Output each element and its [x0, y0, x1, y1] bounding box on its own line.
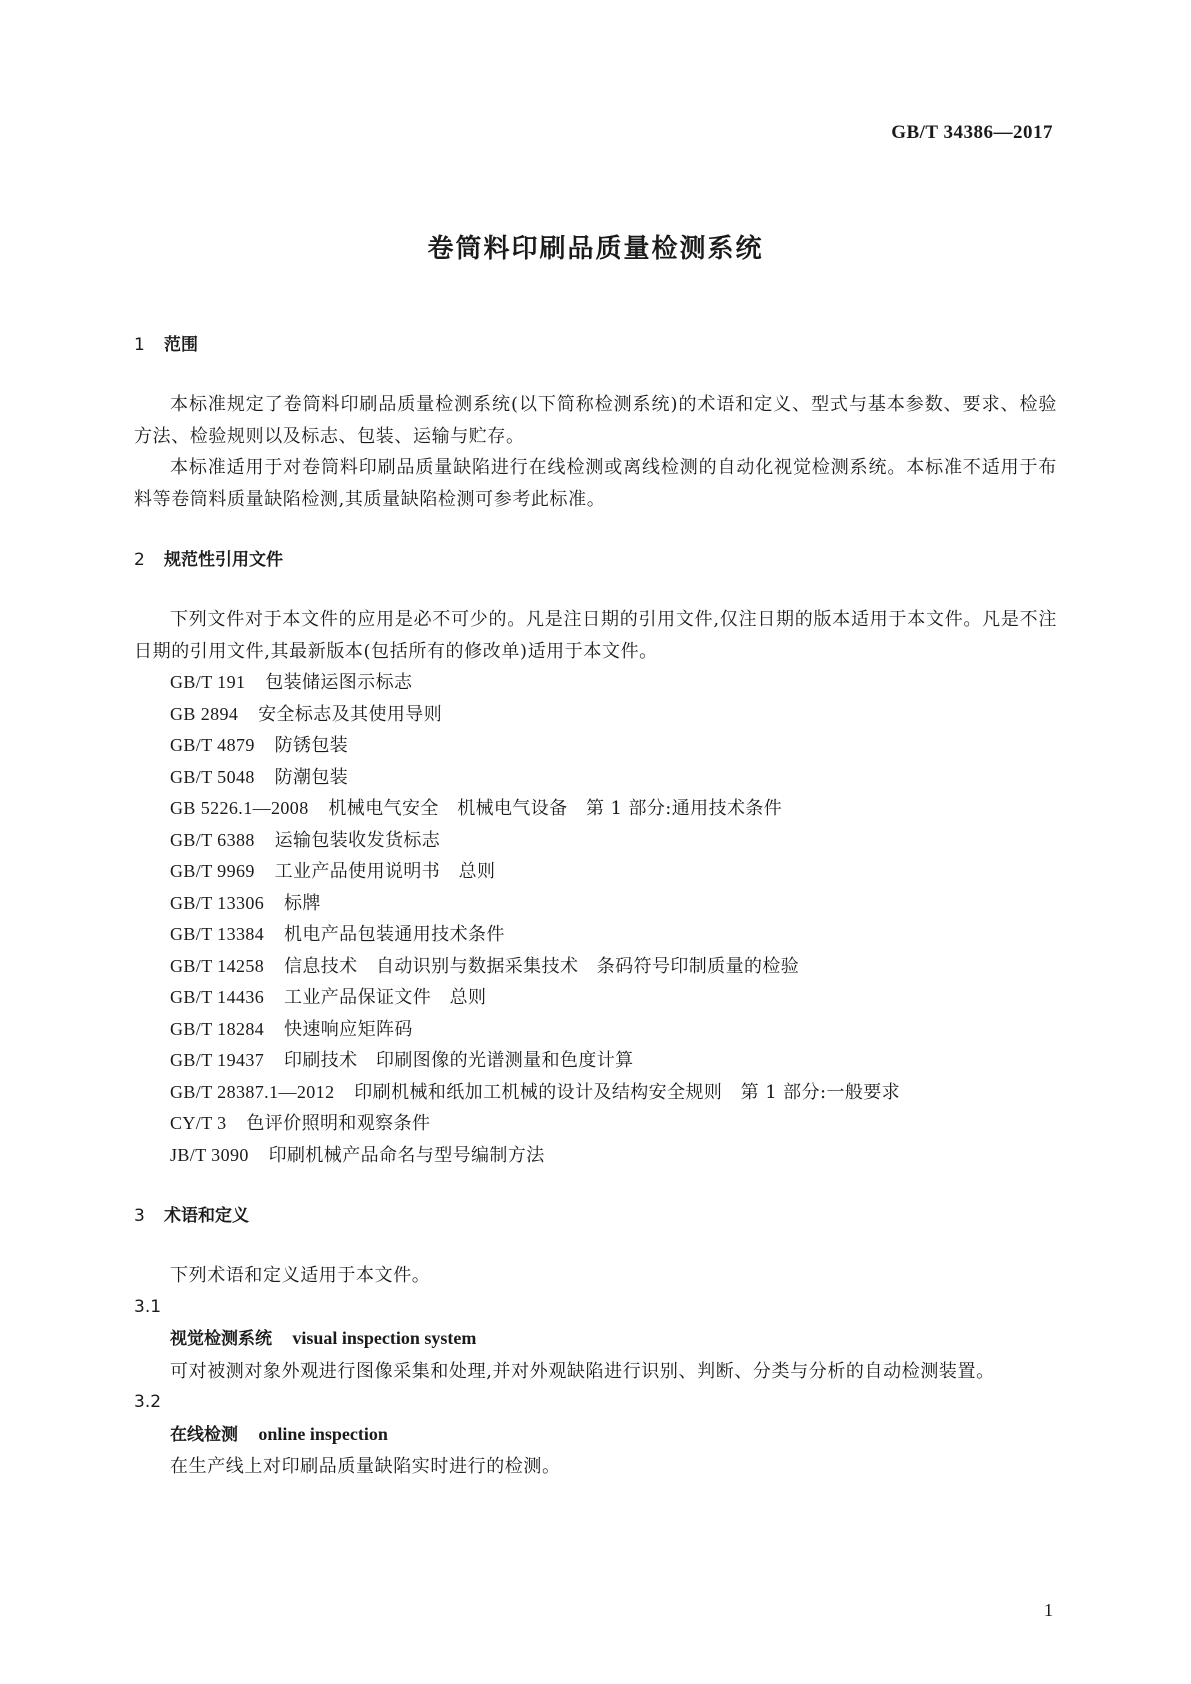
reference-title: 机电产品包装通用技术条件	[283, 924, 505, 945]
section-number: 1	[134, 335, 145, 355]
reference-item	[134, 982, 1057, 1014]
references-intro: 下列文件对于本文件的应用是必不可少的。凡是注日期的引用文件,仅注日期的版本适用于本文件。凡是不注日期的引用文件,其最新版本(包括所有的修改单)适用于本文件。	[134, 609, 1057, 662]
reference-item	[134, 793, 1057, 825]
reference-item	[134, 762, 1057, 794]
section-title: 范围	[164, 335, 198, 355]
reference-title: 信息技术 自动识别与数据采集技术 条码符号印制质量的检验	[283, 955, 800, 977]
term-definition: 在生产线上对印刷品质量缺陷实时进行的检测。	[170, 1456, 561, 1477]
section-1-heading	[134, 330, 1057, 361]
reference-item	[134, 919, 1057, 951]
reference-title: 防潮包装	[274, 766, 349, 788]
reference-item	[134, 1140, 1057, 1172]
terms-intro: 下列术语和定义适用于本文件。	[170, 1265, 431, 1286]
reference-title: 工业产品保证文件 总则	[283, 987, 487, 1008]
section-number: 3	[134, 1206, 145, 1226]
reference-title: 机械电气安全 机械电气设备 第 1 部分:通用技术条件	[328, 798, 783, 819]
scope-paragraph-1: 本标准规定了卷筒料印刷品质量检测系统(以下简称检测系统)的术语和定义、型式与基本参数、要求、检验方法、检验规则以及标志、包装、运输与贮存。	[134, 394, 1057, 447]
reference-code: GB/T 6388	[170, 829, 255, 850]
term-name	[134, 1323, 1057, 1356]
reference-item	[134, 1108, 1057, 1140]
spacer	[134, 1232, 1057, 1260]
reference-item	[134, 730, 1057, 762]
term-name-cn: 在线检测	[170, 1424, 238, 1445]
reference-code: GB/T 191	[170, 672, 246, 692]
reference-item	[134, 699, 1057, 731]
reference-item	[134, 1077, 1057, 1109]
reference-title: 包装储运图示标志	[265, 672, 413, 693]
term-name-en: online inspection	[258, 1423, 388, 1444]
reference-code: GB/T 14436	[170, 987, 265, 1007]
reference-code: GB/T 13384	[170, 924, 265, 944]
reference-code: GB/T 28387.1—2012	[170, 1081, 335, 1102]
term-name-cn: 视觉检测系统	[170, 1329, 272, 1349]
reference-title: 快速响应矩阵码	[283, 1018, 413, 1040]
reference-title: 印刷技术 印刷图像的光谱测量和色度计算	[283, 1050, 634, 1071]
reference-item	[134, 888, 1057, 920]
reference-title: 工业产品使用说明书 总则	[274, 861, 496, 882]
reference-code: GB/T 14258	[170, 955, 265, 976]
term-name	[134, 1419, 1057, 1452]
reference-title: 运输包装收发货标志	[274, 829, 441, 851]
section-number: 2	[134, 550, 145, 570]
reference-code: GB/T 9969	[170, 861, 255, 881]
spacer	[134, 361, 1057, 389]
reference-title: 标牌	[283, 892, 321, 914]
spacer	[134, 515, 1057, 545]
standard-code: GB/T 34386—2017	[891, 122, 1053, 143]
scope-paragraph-2: 本标准适用于对卷筒料印刷品质量缺陷进行在线检测或离线检测的自动化视觉检测系统。本标准不适用于布料等卷筒料质量缺陷检测,其质量缺陷检测可参考此标准。	[134, 457, 1057, 510]
section-2-heading	[134, 545, 1057, 576]
reference-code: GB/T 5048	[170, 766, 255, 787]
document-body	[134, 330, 1057, 1483]
section-title: 规范性引用文件	[164, 550, 283, 570]
reference-code: GB/T 19437	[170, 1050, 265, 1070]
term-definition: 可对被测对象外观进行图像采集和处理,并对外观缺陷进行识别、判断、分类与分析的自动检测装置。	[170, 1360, 995, 1382]
spacer	[134, 1171, 1057, 1201]
reference-code: CY/T 3	[170, 1113, 227, 1133]
document-title: 卷筒料印刷品质量检测系统	[427, 234, 764, 264]
reference-title: 安全标志及其使用导则	[258, 703, 443, 725]
reference-code: GB/T 18284	[170, 1018, 265, 1039]
reference-list	[134, 667, 1057, 1171]
reference-item	[134, 1014, 1057, 1046]
term-number: 3.1	[134, 1296, 162, 1317]
reference-code: GB 5226.1—2008	[170, 798, 309, 818]
spacer	[134, 576, 1057, 604]
reference-item	[134, 825, 1057, 857]
term-number: 3.2	[134, 1392, 162, 1412]
reference-code: GB/T 4879	[170, 735, 255, 755]
reference-code: JB/T 3090	[170, 1144, 249, 1165]
reference-item	[134, 667, 1057, 699]
reference-item	[134, 951, 1057, 983]
reference-title: 印刷机械产品命名与型号编制方法	[268, 1144, 545, 1166]
page-number: 1	[1044, 1600, 1053, 1620]
section-title: 术语和定义	[164, 1206, 249, 1226]
reference-item	[134, 856, 1057, 888]
reference-title: 印刷机械和纸加工机械的设计及结构安全规则 第 1 部分:一般要求	[354, 1081, 901, 1103]
reference-item	[134, 1045, 1057, 1077]
reference-code: GB/T 13306	[170, 892, 265, 913]
section-3-heading	[134, 1201, 1057, 1232]
reference-title: 防锈包装	[274, 735, 349, 756]
term-name-en: visual inspection system	[292, 1328, 477, 1348]
reference-code: GB 2894	[170, 703, 239, 724]
reference-title: 色评价照明和观察条件	[246, 1113, 431, 1134]
